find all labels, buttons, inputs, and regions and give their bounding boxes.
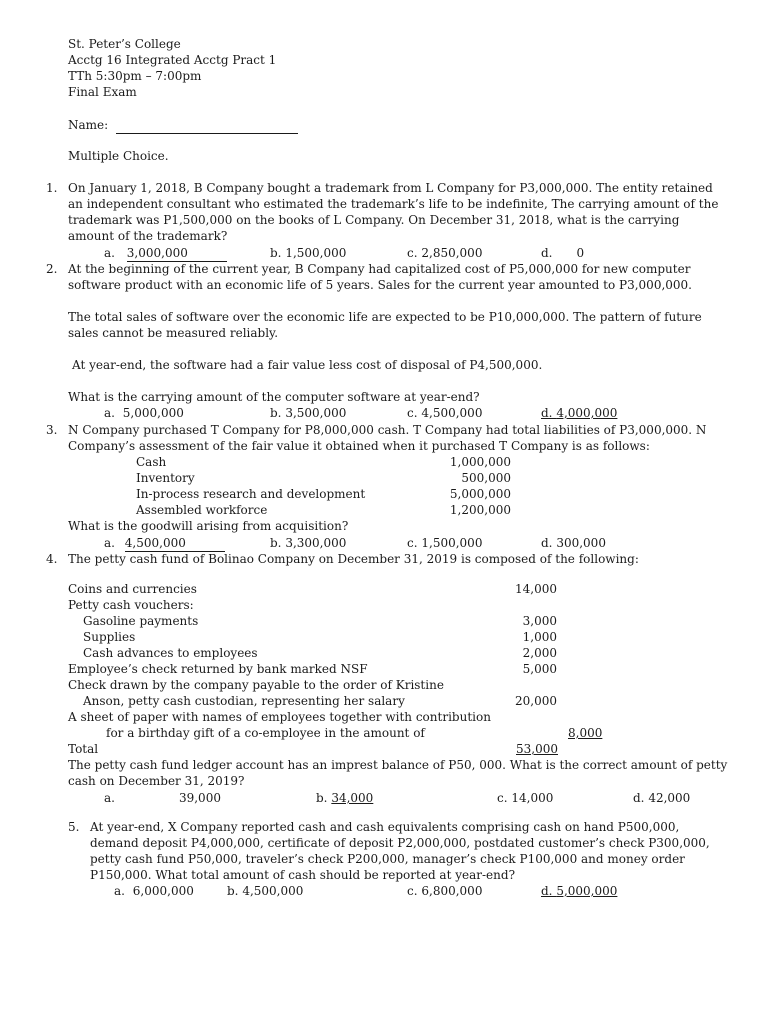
question-1-line: an independent consultant who estimated the trademark’s life to be indefinite, The carrying amount of the xyxy=(68,197,719,211)
question-5-line: petty cash fund P50,000, traveler’s check P200,000, manager’s check P100,000 and money order xyxy=(90,852,685,866)
question-5-number: 5. xyxy=(68,820,80,834)
question-1-line: On January 1, 2018, B Company bought a trademark from L Company for P3,000,000. The entity retained xyxy=(68,181,713,195)
question-3-line: Company’s assessment of the fair value it obtained when it purchased T Company is as follows: xyxy=(68,439,650,453)
q3-item-label: Assembled workforce xyxy=(136,503,268,517)
name-field xyxy=(68,117,298,134)
q2-option-c: c. 4,500,000 xyxy=(407,406,483,420)
q4-option-c: c. 14,000 xyxy=(497,791,554,805)
question-2-line: software product with an economic life of 5 years. Sales for the current year amounted to P3,000,000. xyxy=(68,278,692,292)
question-4-intro: The petty cash fund of Bolinao Company on December 31, 2019 is composed of the following: xyxy=(68,552,639,566)
q4-option-d: d. 42,000 xyxy=(633,791,691,805)
q5-option-c: c. 6,800,000 xyxy=(407,884,483,898)
q2-option-b: b. 3,500,000 xyxy=(270,406,347,420)
q3-item-label: Cash xyxy=(136,455,167,469)
name-blank-line xyxy=(116,117,298,134)
q2-option-a: a. 5,000,000 xyxy=(104,406,184,420)
question-3-number: 3. xyxy=(46,423,58,437)
question-4-number: 4. xyxy=(46,552,58,566)
q4-row-label: Supplies xyxy=(83,630,136,644)
school-name: St. Peter’s College xyxy=(68,37,181,51)
q3-item-amount: 500,000 xyxy=(461,471,511,485)
question-2-line: What is the carrying amount of the computer software at year-end? xyxy=(68,390,480,404)
q4-option-b-answer: 34,000 xyxy=(331,791,374,805)
question-2-line: sales cannot be measured reliably. xyxy=(68,326,279,340)
class-schedule: TTh 5:30pm – 7:00pm xyxy=(68,69,202,83)
question-1-line: trademark was P1,500,000 on the books of L Company. On December 31, 2018, what is the carrying xyxy=(68,213,680,227)
q4-row-label: A sheet of paper with names of employees together with contribution xyxy=(68,710,491,724)
section-heading: Multiple Choice. xyxy=(68,149,169,163)
q3-item-amount: 1,000,000 xyxy=(449,455,511,469)
q4-row-label: Gasoline payments xyxy=(83,614,199,628)
question-5-line: P150,000. What total amount of cash should be reported at year-end? xyxy=(90,868,515,882)
q2-option-d-answer: d. 4,000,000 xyxy=(541,406,618,420)
q4-option-a: a. 39,000 xyxy=(104,791,221,805)
q3-item-amount: 5,000,000 xyxy=(449,487,511,501)
q4-row-label: Employee’s check returned by bank marked NSF xyxy=(68,662,368,676)
question-4-line: The petty cash fund ledger account has an imprest balance of P50, 000. What is the correct amount of petty xyxy=(68,758,728,772)
q4-row-label: Anson, petty cash custodian, representing her salary xyxy=(83,694,405,708)
q3-option-d: d. 300,000 xyxy=(541,536,606,550)
q3-item-label: In-process research and development xyxy=(136,487,366,501)
q1-option-a: a. 3,000,000 xyxy=(104,245,227,262)
question-2-line: At year-end, the software had a fair value less cost of disposal of P4,500,000. xyxy=(72,358,543,372)
q3-option-b: b. 3,300,000 xyxy=(270,536,347,550)
question-2-line: The total sales of software over the economic life are expected to be P10,000,000. The pattern of future xyxy=(68,310,702,324)
q3-item-amount: 1,200,000 xyxy=(449,503,511,517)
q5-option-d-answer: d. 5,000,000 xyxy=(541,884,618,898)
q4-row-label: Coins and currencies xyxy=(68,582,197,596)
q4-row-label: Petty cash vouchers: xyxy=(68,598,194,612)
q4-row-amount: 5,000 xyxy=(522,662,557,676)
q4-row-label: Check drawn by the company payable to the order of Kristine xyxy=(68,678,444,692)
q4-row-amount: 3,000 xyxy=(522,614,557,628)
q4-row-label: Cash advances to employees xyxy=(83,646,258,660)
q4-row-amount: 1,000 xyxy=(522,630,557,644)
q1-option-d: d. 0 xyxy=(541,246,585,260)
q5-option-b: b. 4,500,000 xyxy=(227,884,304,898)
question-1-number: 1. xyxy=(46,181,58,195)
q1-option-a-answer: 3,000,000 xyxy=(127,245,227,262)
question-5-line: At year-end, X Company reported cash and cash equivalents comprising cash on hand P500,000, xyxy=(90,820,680,834)
name-label: Name: xyxy=(68,118,109,132)
exam-title: Final Exam xyxy=(68,85,137,99)
question-3-prompt: What is the goodwill arising from acquisition? xyxy=(68,519,349,533)
question-1-line: amount of the trademark? xyxy=(68,229,228,243)
question-4-line: cash on December 31, 2019? xyxy=(68,774,245,788)
question-2-number: 2. xyxy=(46,262,58,276)
q4-row-amount: 14,000 xyxy=(515,582,557,596)
q1-option-c: c. 2,850,000 xyxy=(407,246,483,260)
q4-row-amount: 20,000 xyxy=(515,694,557,708)
q3-option-a-answer: 4,500,000 xyxy=(125,535,225,552)
question-2-line: At the beginning of the current year, B Company had capitalized cost of P5,000,000 for new computer xyxy=(68,262,691,276)
q3-item-label: Inventory xyxy=(136,471,195,485)
q1-option-b: b. 1,500,000 xyxy=(270,246,347,260)
q4-total-amount: 53,000 xyxy=(516,742,558,756)
course-title: Acctg 16 Integrated Acctg Pract 1 xyxy=(68,53,277,67)
q5-option-a: a. 6,000,000 xyxy=(114,884,194,898)
q4-row-amount: 2,000 xyxy=(522,646,557,660)
q4-row-amount: 8,000 xyxy=(568,726,603,740)
q3-option-a: a. 4,500,000 xyxy=(104,535,225,552)
q3-option-c: c. 1,500,000 xyxy=(407,536,483,550)
q4-option-b: b. 34,000 xyxy=(316,791,374,805)
question-3-line: N Company purchased T Company for P8,000,000 cash. T Company had total liabilities of P3,000,000. N xyxy=(68,423,707,437)
q4-row-label: for a birthday gift of a co-employee in the amount of xyxy=(106,726,425,740)
q4-total-label: Total xyxy=(68,742,99,756)
question-5-line: demand deposit P4,000,000, certificate of deposit P2,000,000, postdated customer’s check P300,000, xyxy=(90,836,710,850)
